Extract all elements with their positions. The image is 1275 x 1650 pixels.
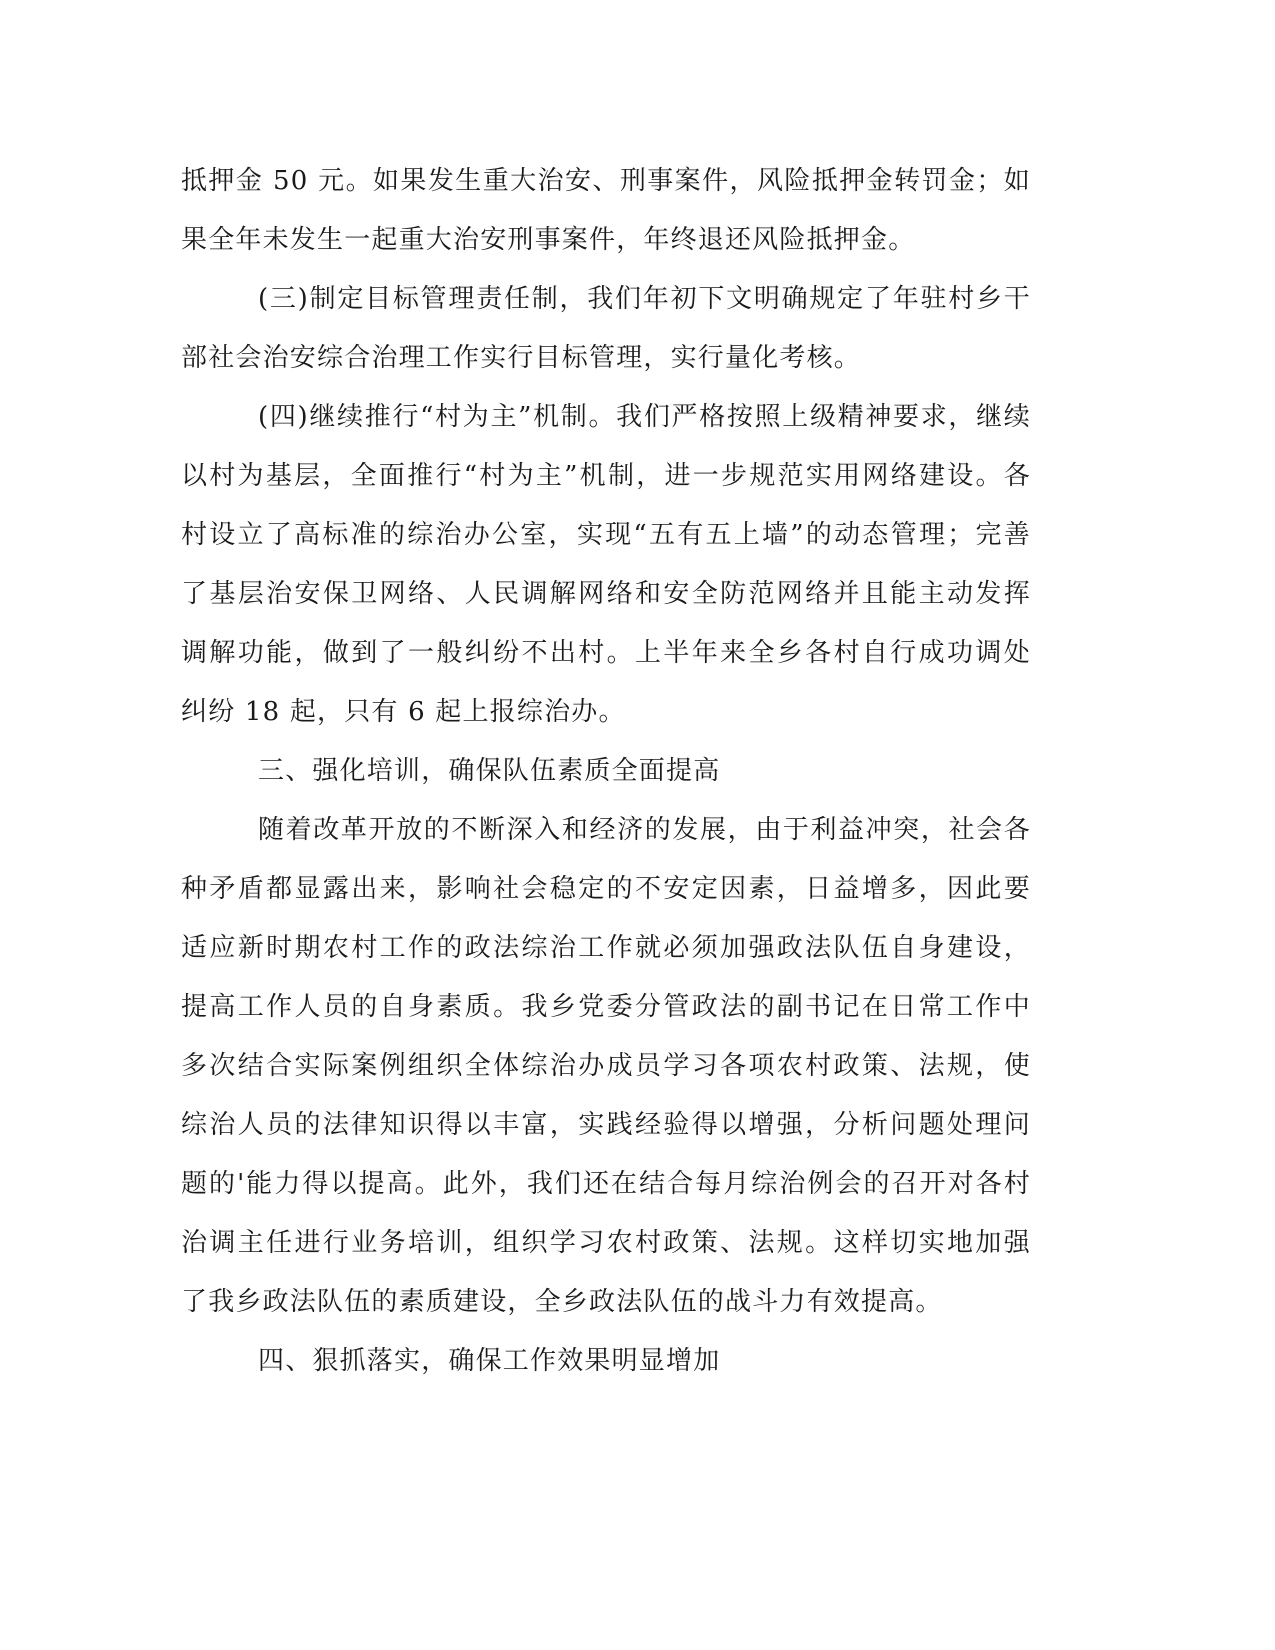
section-heading: 三、强化培训，确保队伍素质全面提高	[258, 756, 721, 786]
text-line: 综治人员的法律知识得以丰富，实践经验得以增强，分析问题处理问	[181, 1110, 1031, 1140]
section-heading: 四、狠抓落实，确保工作效果明显增加	[258, 1346, 721, 1376]
text-line: (三)制定目标管理责任制，我们年初下文明确规定了年驻村乡干	[258, 284, 1031, 314]
text-line: 提高工作人员的自身素质。我乡党委分管政法的副书记在日常工作中	[181, 992, 1031, 1022]
text-line: 部社会治安综合治理工作实行目标管理，实行量化考核。	[181, 343, 862, 373]
text-line: 果全年未发生一起重大治安刑事案件，年终退还风险抵押金。	[181, 225, 916, 255]
text-line: 抵押金 50 元。如果发生重大治安、刑事案件，风险抵押金转罚金；如	[181, 166, 1031, 196]
text-line: 村设立了高标准的综治办公室，实现“五有五上墙”的动态管理；完善	[181, 520, 1031, 550]
text-line: (四)继续推行“村为主”机制。我们严格按照上级精神要求，继续	[258, 402, 1031, 432]
text-line: 种矛盾都显露出来，影响社会稳定的不安定因素，日益增多，因此要	[181, 874, 1031, 904]
text-line: 纠纷 18 起，只有 6 起上报综治办。	[181, 697, 626, 727]
text-line: 随着改革开放的不断深入和经济的发展，由于利益冲突，社会各	[258, 815, 1031, 845]
text-line: 调解功能，做到了一般纠纷不出村。上半年来全乡各村自行成功调处	[181, 638, 1031, 668]
text-line: 题的'能力得以提高。此外，我们还在结合每月综治例会的召开对各村	[181, 1169, 1031, 1199]
text-line: 治调主任进行业务培训，组织学习农村政策、法规。这样切实地加强	[181, 1228, 1031, 1258]
text-line: 适应新时期农村工作的政法综治工作就必须加强政法队伍自身建设，	[181, 933, 1031, 963]
text-line: 了基层治安保卫网络、人民调解网络和安全防范网络并且能主动发挥	[181, 579, 1031, 609]
text-line: 了我乡政法队伍的素质建设，全乡政法队伍的战斗力有效提高。	[181, 1287, 943, 1317]
text-line: 以村为基层，全面推行“村为主”机制，进一步规范实用网络建设。各	[181, 461, 1031, 491]
text-line: 多次结合实际案例组织全体综治办成员学习各项农村政策、法规，使	[181, 1051, 1031, 1081]
